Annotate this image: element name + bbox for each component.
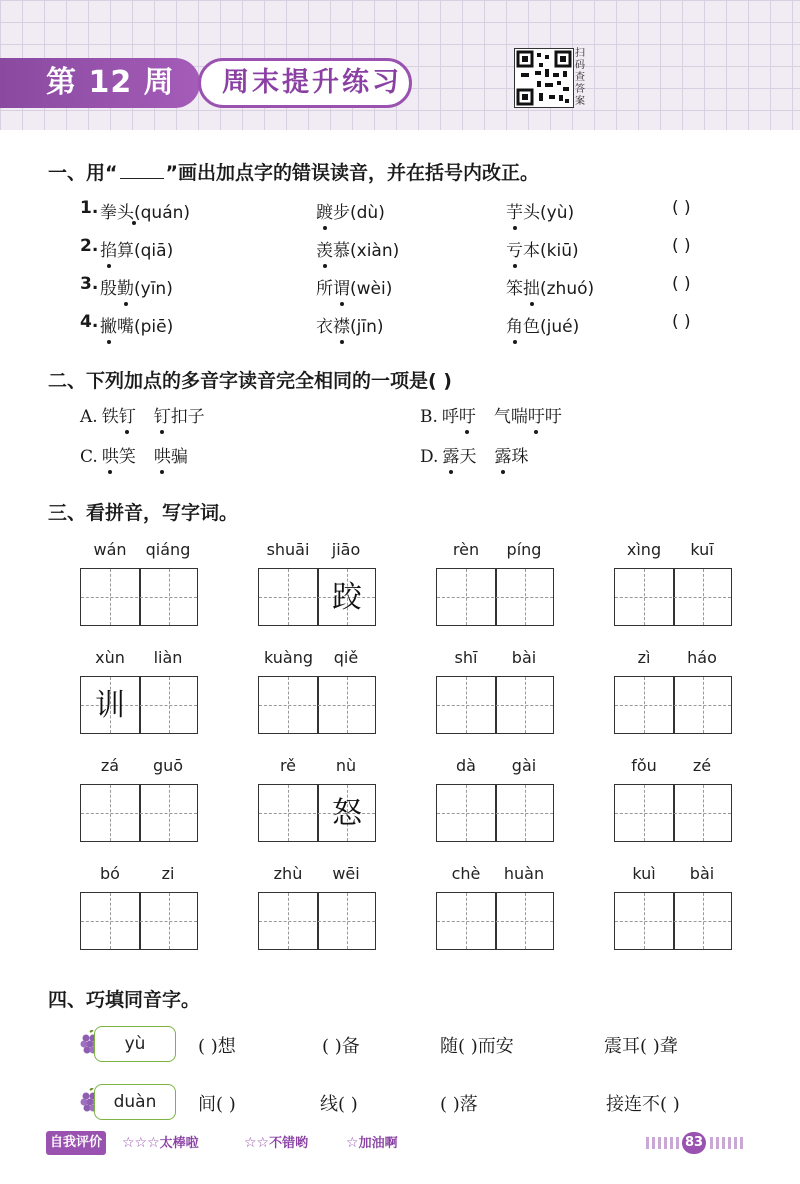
filled-char-2: [140, 572, 198, 624]
filled-char-1: [81, 896, 139, 948]
text-part: 珠: [511, 447, 529, 467]
pinyin-1: rèn: [452, 540, 480, 559]
text-part: (yīn): [134, 279, 173, 299]
text-part: 骗: [170, 447, 188, 467]
filled-char-1: [615, 788, 673, 840]
filled-char-2: [496, 896, 554, 948]
option-a[interactable]: [80, 402, 205, 427]
writing-grid[interactable]: [614, 784, 732, 842]
dotted-char: 亏: [506, 236, 523, 261]
question-number: 3.: [80, 274, 99, 294]
word-a: [100, 198, 190, 223]
rating-three-stars[interactable]: ☆☆☆太棒啦: [122, 1135, 199, 1151]
pinyin-1: rě: [279, 756, 297, 775]
filled-char-2: [140, 680, 198, 732]
pinyin-2: qiáng: [145, 540, 191, 559]
filled-char-2: [496, 788, 554, 840]
filled-char-2: [674, 896, 732, 948]
text-part: 铁: [101, 407, 119, 427]
filled-char-2: 跤: [332, 580, 362, 615]
question-row-4: [80, 312, 98, 332]
answer-paren[interactable]: ( ): [672, 198, 691, 218]
word-b: [316, 198, 385, 223]
section-1-title: 一、用“ ”画出加点字的错误读音，并在括号内改正。: [48, 162, 539, 184]
text-part: (dù): [350, 203, 385, 223]
dotted-char: 吁: [528, 402, 545, 427]
text-part: 算: [117, 241, 134, 261]
filled-char-1: [81, 788, 139, 840]
text-part: 吁: [544, 407, 562, 427]
text-part: 本: [523, 241, 540, 261]
dotted-char: 掐: [100, 236, 117, 261]
pinyin-2: zé: [692, 756, 712, 775]
question-row-2: [80, 236, 98, 256]
pinyin-tag: duàn: [94, 1084, 176, 1120]
text-part: (piē): [134, 317, 174, 337]
text-part: 嘴: [117, 317, 134, 337]
filled-char-2: [674, 680, 732, 732]
pinyin-1: shī: [454, 648, 478, 667]
option-c[interactable]: [80, 442, 188, 467]
writing-grid[interactable]: [80, 568, 198, 626]
text-part: 呼: [441, 407, 459, 427]
question-row-1: [80, 198, 98, 218]
pinyin-1: chè: [451, 864, 481, 883]
filled-char-1: [437, 680, 495, 732]
pinyin-1: fǒu: [631, 756, 657, 775]
filled-char-1: [437, 788, 495, 840]
filled-char-1: [615, 896, 673, 948]
pinyin-1: xìng: [626, 540, 662, 559]
pinyin-1: zá: [100, 756, 120, 775]
filled-char-2: [318, 896, 376, 948]
writing-grid[interactable]: [614, 568, 732, 626]
filled-char-2: 怒: [332, 796, 362, 831]
pinyin-2: zi: [161, 864, 175, 883]
pinyin-1: dà: [456, 756, 476, 775]
text-part: C.: [80, 447, 98, 467]
question-number: 4.: [80, 312, 99, 332]
dotted-char: 拙: [523, 274, 540, 299]
fill-item[interactable]: 随( )而安: [440, 1036, 514, 1057]
filled-char-2: [674, 572, 732, 624]
text-part: 笨: [506, 279, 523, 299]
pinyin-2: jiāo: [331, 540, 361, 559]
dotted-char: 勤: [117, 274, 134, 299]
text-part: (wèi): [350, 279, 393, 299]
text-part: 扣子: [170, 407, 205, 427]
filled-char-1: 训: [95, 688, 125, 723]
word-a: [100, 274, 173, 299]
writing-grid[interactable]: [80, 784, 198, 842]
page-deco-left: [646, 1137, 680, 1149]
dotted-char: 吁: [459, 402, 476, 427]
text-part: B.: [420, 407, 438, 427]
word-b: [316, 274, 392, 299]
filled-char-2: [140, 788, 198, 840]
text-part: 色: [523, 317, 540, 337]
filled-char-2: [496, 572, 554, 624]
pinyin-2: bài: [689, 864, 715, 883]
text-part: A.: [80, 407, 98, 427]
dotted-char: 露: [494, 442, 511, 467]
text-part: (quán): [134, 203, 191, 223]
question-number: 2.: [80, 236, 99, 256]
filled-char-1: [259, 788, 317, 840]
fill-item[interactable]: 线( ): [320, 1094, 358, 1115]
text-part: 慕: [333, 241, 350, 261]
text-part: (qiā): [134, 241, 174, 261]
text-part: 头: [523, 203, 540, 223]
text-part: 天: [459, 447, 477, 467]
writing-grid[interactable]: [258, 892, 376, 950]
filled-char-2: [318, 680, 376, 732]
word-c: [506, 198, 574, 223]
pinyin-2: liàn: [153, 648, 183, 667]
answer-paren[interactable]: ( ): [672, 236, 691, 256]
pinyin-1: shuāi: [266, 540, 310, 559]
section-2-title: 二、下列加点的多音字读音完全相同的一项是( ): [48, 370, 452, 392]
self-eval-label: 自我评价: [46, 1131, 106, 1155]
dotted-char: 撇: [100, 312, 117, 337]
text-part: (yù): [540, 203, 575, 223]
dotted-char: 角: [506, 312, 523, 337]
filled-char-2: [496, 680, 554, 732]
pinyin-tag: yù: [94, 1026, 176, 1062]
pinyin-2: gài: [511, 756, 537, 775]
pinyin-2: wēi: [332, 864, 360, 883]
filled-char-1: [615, 680, 673, 732]
text-part: 殷: [100, 279, 117, 299]
word-c: [506, 236, 579, 261]
option-d[interactable]: [420, 442, 528, 467]
rating-one-star[interactable]: ☆加油啊: [346, 1135, 398, 1151]
answer-paren[interactable]: ( ): [672, 312, 691, 332]
dotted-char: 芋: [506, 198, 523, 223]
fill-item[interactable]: ( )想: [198, 1036, 236, 1057]
word-b: [316, 312, 384, 337]
pinyin-1: kuì: [632, 864, 656, 883]
filled-char-1: [259, 680, 317, 732]
text-part: 气喘: [493, 407, 528, 427]
writing-grid[interactable]: [258, 568, 376, 626]
filled-char-1: [437, 896, 495, 948]
pinyin-2: guō: [152, 756, 184, 775]
writing-grid[interactable]: [436, 892, 554, 950]
fill-item[interactable]: ( )落: [440, 1094, 478, 1115]
word-a: [100, 312, 173, 337]
word-a: [100, 236, 173, 261]
dotted-char: 钉: [119, 402, 136, 427]
word-c: [506, 312, 579, 337]
pinyin-2: qiě: [333, 648, 359, 667]
writing-grid[interactable]: [258, 676, 376, 734]
word-b: [316, 236, 399, 261]
qr-label: 扫码查答案: [575, 48, 585, 107]
text-part: (jīn): [350, 317, 384, 337]
fill-item[interactable]: 接连不( ): [606, 1094, 680, 1115]
pinyin-2: kuī: [690, 540, 714, 559]
page-title: 周末提升练习: [222, 67, 402, 98]
pinyin-2: háo: [687, 648, 717, 667]
writing-grid[interactable]: [80, 676, 198, 734]
week-label: 第 12 周: [46, 65, 175, 100]
text-part: 笑: [118, 447, 136, 467]
writing-grid[interactable]: [614, 892, 732, 950]
pinyin-2: nù: [335, 756, 357, 775]
option-b[interactable]: [420, 402, 562, 427]
dotted-char: 襟: [333, 312, 350, 337]
pinyin-1: zì: [637, 648, 651, 667]
filled-char-1: [81, 572, 139, 624]
text-part: D.: [420, 447, 439, 467]
filled-char-2: [140, 896, 198, 948]
text-part: 衣: [316, 317, 333, 337]
filled-char-1: [437, 572, 495, 624]
answer-paren[interactable]: ( ): [672, 274, 691, 294]
text-part: (xiàn): [350, 241, 400, 261]
filled-char-2: [674, 788, 732, 840]
underline-sample: [120, 178, 164, 179]
rating-two-stars[interactable]: ☆☆不错哟: [244, 1135, 309, 1151]
dotted-char: 羡: [316, 236, 333, 261]
dotted-char: 哄: [154, 442, 171, 467]
section-4-title: 四、巧填同音字。: [48, 989, 201, 1011]
dotted-char: 露: [442, 442, 459, 467]
text-part: 所: [316, 279, 333, 299]
writing-grid[interactable]: [614, 676, 732, 734]
filled-char-1: [259, 572, 317, 624]
writing-grid[interactable]: [258, 784, 376, 842]
pinyin-2: huàn: [503, 864, 545, 883]
fill-item[interactable]: ( )备: [322, 1036, 360, 1057]
pinyin-1: zhù: [273, 864, 303, 883]
dotted-char: 哄: [102, 442, 119, 467]
page-number: 83: [682, 1132, 706, 1154]
writing-grid[interactable]: [436, 784, 554, 842]
pinyin-2: bài: [511, 648, 537, 667]
pinyin-1: wán: [93, 540, 127, 559]
filled-char-1: [615, 572, 673, 624]
question-number: 1.: [80, 198, 99, 218]
dotted-char: 谓: [333, 274, 350, 299]
writing-grid[interactable]: [80, 892, 198, 950]
pinyin-1: xùn: [95, 648, 125, 667]
writing-grid[interactable]: [436, 568, 554, 626]
dotted-char: 钉: [154, 402, 171, 427]
pinyin-1: bó: [100, 864, 120, 883]
page-deco-right: [710, 1137, 744, 1149]
text-part: 步: [333, 203, 350, 223]
question-row-3: [80, 274, 98, 294]
qr-code-icon[interactable]: [514, 48, 574, 108]
pinyin-2: píng: [506, 540, 542, 559]
pinyin-1: kuàng: [264, 648, 314, 667]
fill-item[interactable]: 间( ): [198, 1094, 236, 1115]
fill-item[interactable]: 震耳( )聋: [604, 1036, 678, 1057]
text-part: 拳头: [100, 203, 134, 223]
dotted-char: 踱: [316, 198, 333, 223]
section-3-title: 三、看拼音，写字词。: [48, 502, 239, 524]
text-part: (jué): [540, 317, 580, 337]
text-part: (zhuó): [540, 279, 595, 299]
writing-grid[interactable]: [436, 676, 554, 734]
text-part: (kiū): [540, 241, 579, 261]
word-c: [506, 274, 594, 299]
filled-char-1: [259, 896, 317, 948]
